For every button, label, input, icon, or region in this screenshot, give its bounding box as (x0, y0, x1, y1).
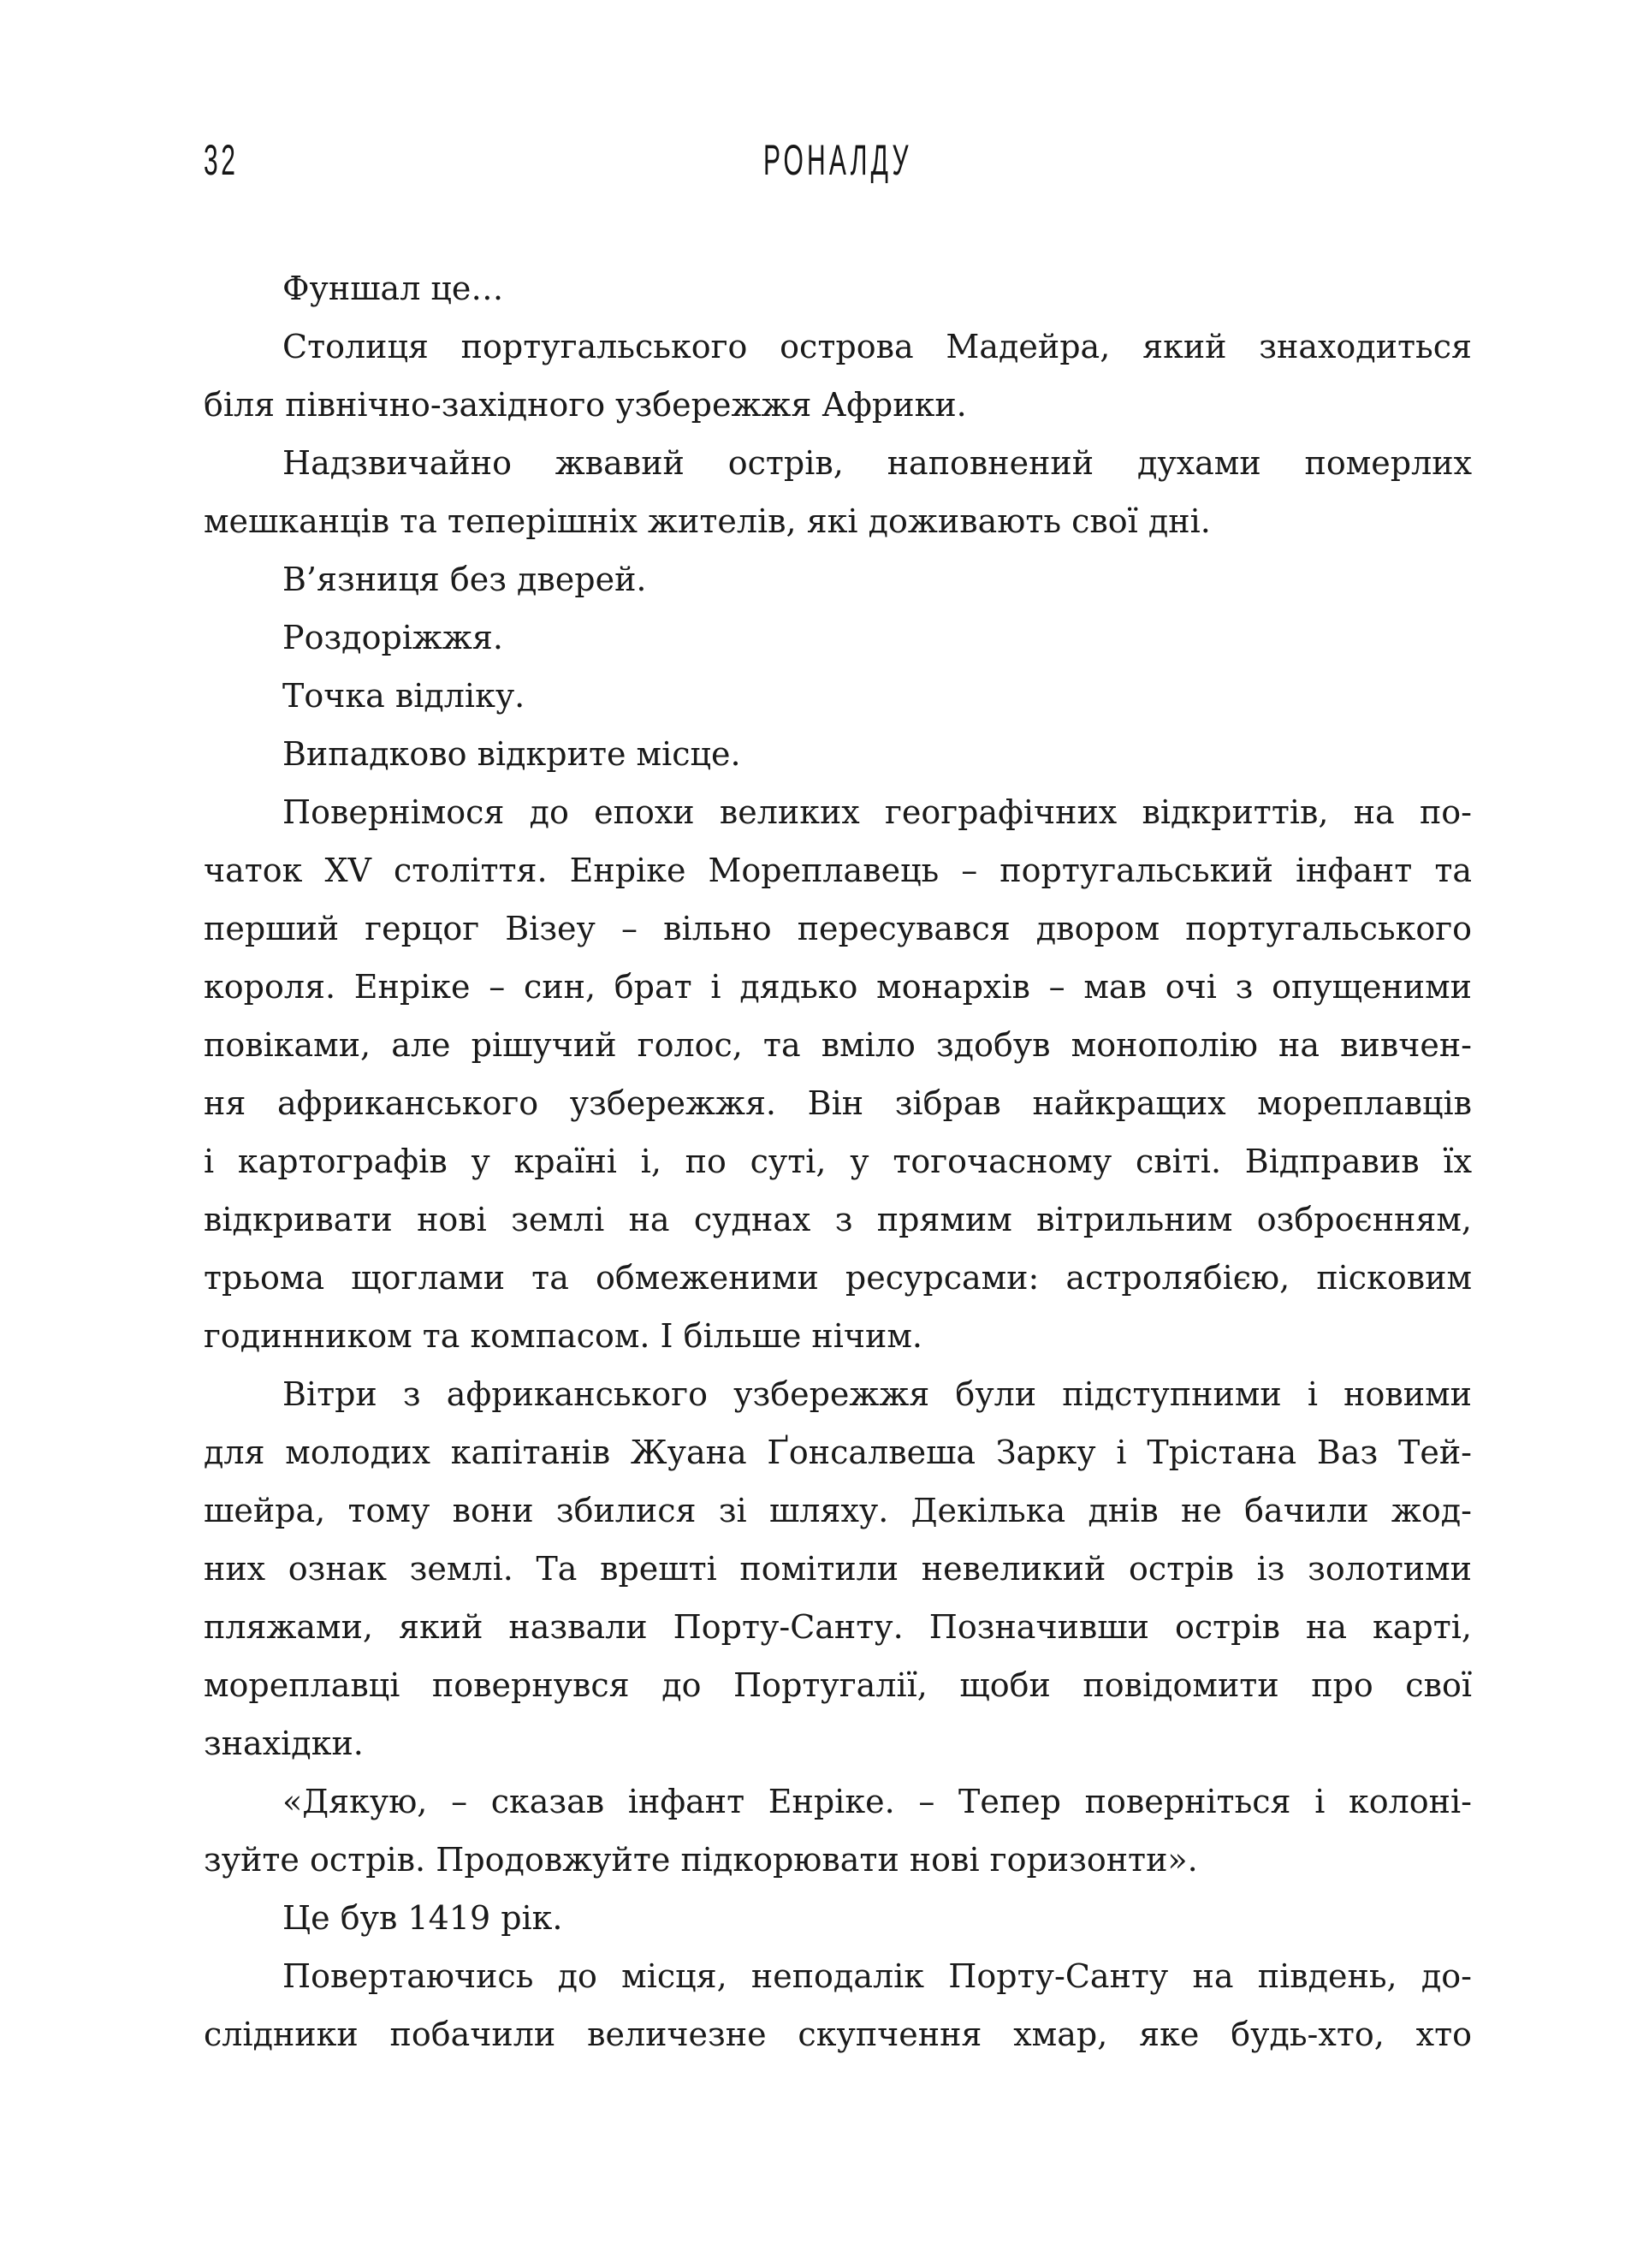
text-line: мешканців та теперішніх жителів, які доживають свої дні. (204, 502, 1211, 540)
text-line: і картографів у країні і, по суті, у тогочасному світі. Відправив їх (204, 1143, 1472, 1180)
text-line: Це був 1419 рік. (282, 1899, 563, 1937)
text-line: біля північно-західного узбережжя Африки. (204, 386, 967, 424)
text-line: Фуншал це… (282, 270, 504, 307)
text-line: В’язниця без дверей. (282, 561, 647, 598)
text-line: ня африканського узбережжя. Він зібрав найкращих мореплавців (204, 1084, 1472, 1122)
text-line: повіками, але рішучий голос, та вміло здобув монополію на вивчен- (204, 1026, 1472, 1064)
text-line: зуйте острів. Продовжуйте підкорювати нові горизонти». (204, 1841, 1198, 1879)
text-line: Надзвичайно жвавий острів, наповнений духами померлих (282, 444, 1472, 482)
text-line: перший герцог Візеу – вільно пересувався двором португальського (204, 910, 1472, 947)
text-line: годинником та компасом. І більше нічим. (204, 1317, 922, 1355)
text-block (204, 259, 1472, 2063)
running-title: РОНАЛДУ (763, 136, 912, 184)
text-line: короля. Енріке – син, брат і дядько монархів – мав очі з опущеними (204, 968, 1472, 1006)
text-line: мореплавці повернувся до Португалії, щоби повідомити про свої (204, 1666, 1472, 1704)
text-line: трьома щоглами та обмеженими ресурсами: астролябією, пісковим (204, 1259, 1472, 1297)
text-line: знахідки. (204, 1725, 364, 1762)
text-line: Випадково відкрите місце. (282, 735, 741, 773)
text-line: Повертаючись до місця, неподалік Порту-Санту на південь, до- (282, 1957, 1472, 1995)
text-line: чаток XV століття. Енріке Мореплавець – португальський інфант та (204, 852, 1472, 889)
text-line: них ознак землі. Та врешті помітили невеликий острів із золотими (204, 1550, 1472, 1588)
text-line: «Дякую, – сказав інфант Енріке. – Тепер поверніться і колоні- (282, 1783, 1472, 1820)
text-line: для молодих капітанів Жуана Ґонсалвеша Зарку і Трістана Ваз Тей- (204, 1434, 1472, 1471)
text-line: шейра, тому вони збилися зі шляху. Декілька днів не бачили жод- (204, 1492, 1472, 1529)
text-line: слідники побачили величезне скупчення хмар, яке будь-хто, хто (204, 2016, 1472, 2053)
text-line: Роздоріжжя. (282, 619, 503, 656)
text-line: пляжами, який назвали Порту-Санту. Позначивши острів на карті, (204, 1608, 1472, 1646)
page-number: 32 (204, 136, 239, 184)
text-line: Повернімося до епохи великих географічних відкриттів, на по- (282, 793, 1472, 831)
text-line: Точка відліку. (282, 677, 525, 715)
text-line: відкривати нові землі на суднах з прямим вітрильним озброєнням, (204, 1201, 1472, 1238)
text-line: Вітри з африканського узбережжя були підступними і новими (282, 1375, 1472, 1413)
running-header (204, 136, 1472, 184)
text-line: Столиця португальського острова Мадейра, який знаходиться (282, 328, 1472, 365)
